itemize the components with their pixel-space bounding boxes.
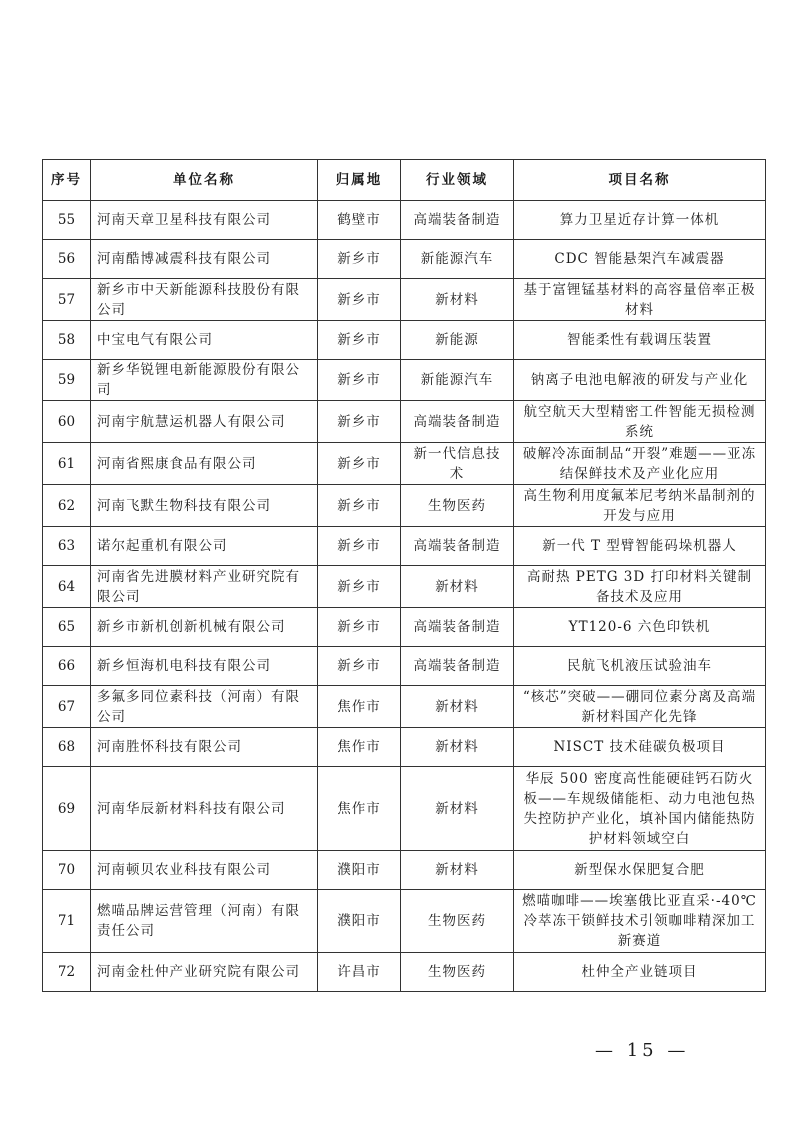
- cell-project: 算力卫星近存计算一体机: [514, 201, 766, 240]
- cell-industry: 新材料: [401, 686, 514, 728]
- cell-project: 华辰 500 密度高性能硬硅钙石防火板——车规级储能柜、动力电池包热失控防护产业化，填补国内储能热防护材料领域空白: [514, 767, 766, 851]
- table-row: [43, 201, 766, 240]
- table-row: [43, 767, 766, 851]
- cell-location: 新乡市: [318, 443, 401, 485]
- cell-project: 高生物利用度氟苯尼考纳米晶制剂的开发与应用: [514, 485, 766, 527]
- table-row: [43, 608, 766, 647]
- cell-industry: 新材料: [401, 728, 514, 767]
- cell-name: 中宝电气有限公司: [91, 321, 318, 360]
- cell-name: 燃喵品牌运营管理（河南）有限责任公司: [91, 890, 318, 953]
- cell-name: 新乡市新机创新机械有限公司: [91, 608, 318, 647]
- cell-no: 70: [43, 851, 91, 890]
- cell-project: 民航飞机液压试验油车: [514, 647, 766, 686]
- cell-project: YT120-6 六色印铁机: [514, 608, 766, 647]
- table-row: [43, 647, 766, 686]
- table-row: [43, 890, 766, 953]
- cell-project: 高耐热 PETG 3D 打印材料关键制备技术及应用: [514, 566, 766, 608]
- header-project: 项目名称: [514, 160, 766, 201]
- cell-no: 61: [43, 443, 91, 485]
- cell-no: 65: [43, 608, 91, 647]
- table-body: [43, 201, 766, 992]
- cell-no: 55: [43, 201, 91, 240]
- cell-location: 濮阳市: [318, 851, 401, 890]
- table-row: [43, 728, 766, 767]
- page-number: — 15 —: [595, 1040, 690, 1061]
- cell-name: 河南飞默生物科技有限公司: [91, 485, 318, 527]
- cell-name: 河南天章卫星科技有限公司: [91, 201, 318, 240]
- cell-industry: 新能源: [401, 321, 514, 360]
- cell-project: CDC 智能悬架汽车减震器: [514, 240, 766, 279]
- cell-name: 新乡华锐锂电新能源股份有限公司: [91, 360, 318, 401]
- cell-project: 杜仲全产业链项目: [514, 953, 766, 992]
- table-row: [43, 953, 766, 992]
- cell-name: 河南酷博减震科技有限公司: [91, 240, 318, 279]
- cell-industry: 新材料: [401, 566, 514, 608]
- cell-industry: 高端装备制造: [401, 401, 514, 443]
- cell-name: 河南金杜仲产业研究院有限公司: [91, 953, 318, 992]
- cell-location: 鹤壁市: [318, 201, 401, 240]
- cell-name: 河南华辰新材料科技有限公司: [91, 767, 318, 851]
- table-header-row: [43, 160, 766, 201]
- cell-project: NISCT 技术硅碳负极项目: [514, 728, 766, 767]
- cell-project: 破解冷冻面制品“开裂”难题——亚冻结保鲜技术及产业化应用: [514, 443, 766, 485]
- table-row: [43, 686, 766, 728]
- cell-project: 智能柔性有载调压装置: [514, 321, 766, 360]
- cell-industry: 生物医药: [401, 953, 514, 992]
- cell-location: 焦作市: [318, 686, 401, 728]
- cell-industry: 高端装备制造: [401, 608, 514, 647]
- cell-location: 新乡市: [318, 485, 401, 527]
- table-row: [43, 279, 766, 321]
- table-row: [43, 527, 766, 566]
- cell-name: 河南省熙康食品有限公司: [91, 443, 318, 485]
- cell-no: 57: [43, 279, 91, 321]
- cell-no: 63: [43, 527, 91, 566]
- cell-industry: 新材料: [401, 279, 514, 321]
- cell-no: 59: [43, 360, 91, 401]
- table-row: [43, 566, 766, 608]
- cell-no: 66: [43, 647, 91, 686]
- cell-location: 新乡市: [318, 360, 401, 401]
- cell-industry: 生物医药: [401, 890, 514, 953]
- cell-location: 许昌市: [318, 953, 401, 992]
- table-row: [43, 443, 766, 485]
- cell-name: 新乡市中天新能源科技股份有限公司: [91, 279, 318, 321]
- table-row: [43, 360, 766, 401]
- cell-no: 72: [43, 953, 91, 992]
- header-location: 归属地: [318, 160, 401, 201]
- cell-location: 新乡市: [318, 401, 401, 443]
- cell-location: 焦作市: [318, 767, 401, 851]
- table-row: [43, 485, 766, 527]
- cell-project: 新一代 T 型臂智能码垛机器人: [514, 527, 766, 566]
- cell-industry: 生物医药: [401, 485, 514, 527]
- cell-project: 燃喵咖啡——埃塞俄比亚直采·-40℃冷萃冻干锁鲜技术引领咖啡精深加工新赛道: [514, 890, 766, 953]
- cell-no: 56: [43, 240, 91, 279]
- cell-location: 新乡市: [318, 566, 401, 608]
- cell-project: 基于富锂锰基材料的高容量倍率正极材料: [514, 279, 766, 321]
- cell-no: 68: [43, 728, 91, 767]
- cell-location: 新乡市: [318, 608, 401, 647]
- project-table: [42, 159, 766, 992]
- header-industry: 行业领域: [401, 160, 514, 201]
- cell-name: 河南顿贝农业科技有限公司: [91, 851, 318, 890]
- cell-name: 河南胜怀科技有限公司: [91, 728, 318, 767]
- cell-industry: 新一代信息技术: [401, 443, 514, 485]
- cell-industry: 高端装备制造: [401, 527, 514, 566]
- cell-industry: 高端装备制造: [401, 647, 514, 686]
- header-name: 单位名称: [91, 160, 318, 201]
- cell-industry: 新材料: [401, 851, 514, 890]
- cell-name: 新乡恒海机电科技有限公司: [91, 647, 318, 686]
- cell-no: 71: [43, 890, 91, 953]
- cell-industry: 新能源汽车: [401, 360, 514, 401]
- cell-location: 新乡市: [318, 527, 401, 566]
- cell-project: “核芯”突破——硼同位素分离及高端新材料国产化先锋: [514, 686, 766, 728]
- cell-name: 诺尔起重机有限公司: [91, 527, 318, 566]
- cell-location: 新乡市: [318, 647, 401, 686]
- cell-no: 69: [43, 767, 91, 851]
- cell-name: 河南省先进膜材料产业研究院有限公司: [91, 566, 318, 608]
- cell-industry: 新能源汽车: [401, 240, 514, 279]
- cell-project: 钠离子电池电解液的研发与产业化: [514, 360, 766, 401]
- table-row: [43, 401, 766, 443]
- table-row: [43, 851, 766, 890]
- cell-no: 58: [43, 321, 91, 360]
- cell-no: 62: [43, 485, 91, 527]
- table-row: [43, 240, 766, 279]
- cell-no: 64: [43, 566, 91, 608]
- cell-no: 67: [43, 686, 91, 728]
- cell-location: 新乡市: [318, 321, 401, 360]
- cell-no: 60: [43, 401, 91, 443]
- cell-location: 新乡市: [318, 240, 401, 279]
- cell-location: 焦作市: [318, 728, 401, 767]
- header-no: 序号: [43, 160, 91, 201]
- cell-location: 濮阳市: [318, 890, 401, 953]
- table-row: [43, 321, 766, 360]
- cell-project: 新型保水保肥复合肥: [514, 851, 766, 890]
- cell-industry: 新材料: [401, 767, 514, 851]
- cell-industry: 高端装备制造: [401, 201, 514, 240]
- cell-name: 多氟多同位素科技（河南）有限公司: [91, 686, 318, 728]
- cell-location: 新乡市: [318, 279, 401, 321]
- cell-name: 河南宇航慧运机器人有限公司: [91, 401, 318, 443]
- cell-project: 航空航天大型精密工件智能无损检测系统: [514, 401, 766, 443]
